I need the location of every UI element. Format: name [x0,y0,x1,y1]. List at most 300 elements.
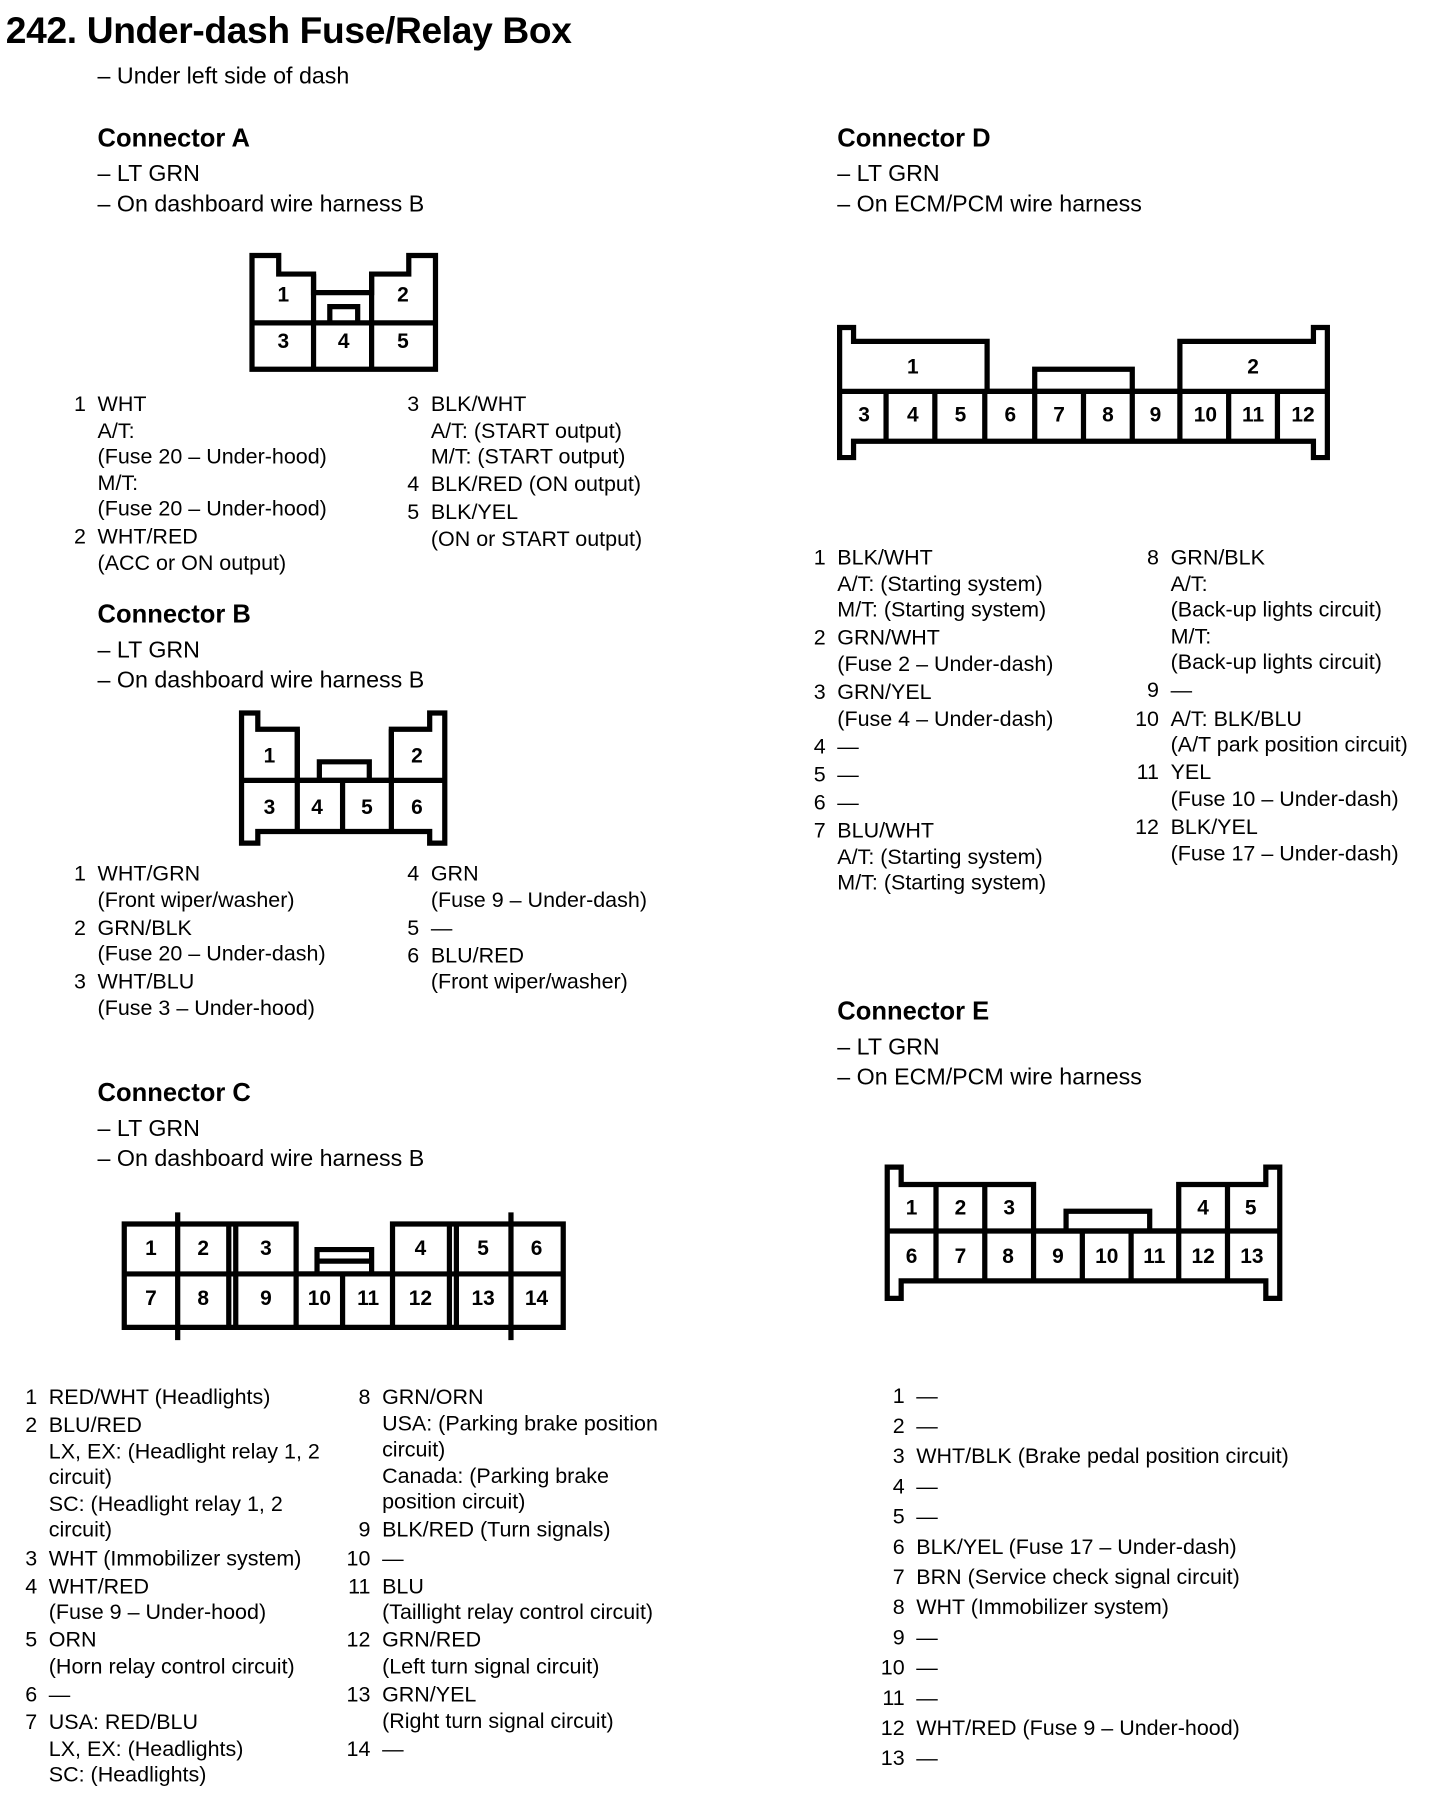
pin-entry [12,1682,320,1708]
pin-description [905,1593,1169,1620]
pin-label: 1 [145,1237,157,1261]
wire-color: GRN/WHT [837,625,940,650]
pin-description [37,1627,295,1679]
connector-b-pin-list-right [394,861,647,997]
wire-color: BLK/WHT [837,544,933,570]
wire-color: WHT/BLK (Brake pedal position circuit) [916,1443,1289,1468]
pin-number: 2 [25,1412,38,1437]
wire-color: — [430,914,453,940]
pin-label: 2 [397,283,409,307]
pin-number: 11 [1136,759,1159,785]
wire-color: — [916,1473,938,1499]
pin-label: 11 [357,1287,380,1311]
pin-description [419,472,641,498]
pin-description [370,1384,657,1515]
pin-entry [60,861,325,913]
pin-number: 2 [813,625,826,650]
connector-d-diagram [840,327,1328,457]
pin-entry [12,1627,320,1679]
circuit-note: SC: (Headlight relay 1, 2 [48,1490,283,1516]
pin-entry [879,1623,1289,1650]
circuit-note: A/T: (Starting system) [837,843,1043,869]
pin-entry [879,1503,1289,1530]
wire-color: — [916,1624,938,1650]
pin-label: 4 [311,795,323,819]
pin-label: 13 [1240,1245,1264,1269]
pin-label: 7 [145,1287,157,1311]
pin-description [370,1545,403,1571]
pin-description [826,545,1047,624]
pin-entry [800,679,1053,731]
pin-entry [800,762,1053,788]
pin-description [1159,760,1399,812]
pin-number: 7 [25,1709,38,1734]
wire-color: BLU/WHT [837,817,934,842]
pin-number: 3 [407,391,420,416]
pin-number: 2 [892,1413,905,1438]
circuit-note: A/T: (Starting system) [837,570,1043,596]
pin-number: 8 [892,1594,905,1619]
pin-entry [800,790,1053,816]
pin-entry [60,391,326,522]
connector-b-heading: Connector B [97,599,251,629]
wire-color: BLK/RED (ON output) [430,471,641,497]
pin-description [370,1573,653,1625]
pin-number: 2 [73,524,86,549]
wire-color: — [837,789,859,814]
pin-label: 6 [1004,403,1017,427]
circuit-note: (Fuse 20 – Under-hood) [97,443,327,469]
pin-label: 4 [414,1237,427,1261]
pin-description [1159,814,1399,866]
circuit-note: M/T: (Starting system) [837,869,1047,895]
pin-entry [394,500,643,552]
pin-label: 8 [1002,1245,1014,1269]
wire-color: WHT/RED (Fuse 9 – Under-hood) [916,1715,1240,1740]
wire-color: — [916,1654,938,1680]
pin-label: 2 [411,744,423,768]
pin-description [419,915,452,941]
connector-b-pin-list-left [60,861,325,1024]
pin-entry [60,969,325,1021]
pin-description [86,391,327,522]
circuit-note: A/T: (START output) [430,417,622,442]
connector-d-heading: Connector D [837,123,991,153]
wire-color: USA: RED/BLU [48,1709,199,1734]
wire-color: WHT/GRN [97,860,201,885]
circuit-note: circuit) [382,1436,446,1462]
pin-number: 3 [813,679,826,704]
pin-entry [345,1627,658,1679]
pin-description [905,1623,938,1650]
wire-color: BLK/RED (Turn signals) [382,1517,611,1542]
pin-number: 7 [813,817,826,842]
pin-entry [345,1682,658,1734]
pin-entry [394,472,643,498]
pin-description [905,1382,938,1409]
circuit-note: (Front wiper/washer) [97,886,295,912]
pin-number: 9 [892,1624,905,1650]
pin-description [826,734,859,760]
pin-label: 3 [260,1237,272,1261]
pin-entry [12,1384,320,1410]
pin-entry [879,1714,1289,1741]
connector-c-heading: Connector C [97,1077,251,1107]
circuit-note: circuit) [48,1517,113,1542]
pin-entry [60,524,326,576]
pin-label: 9 [1052,1245,1064,1269]
wire-color: BLU [382,1573,424,1598]
pin-entry [394,861,647,913]
pin-description [905,1533,1237,1560]
wire-color: BLK/YEL [1170,813,1258,839]
wire-color: — [382,1735,404,1761]
pin-entry [800,734,1053,760]
pin-label: 4 [906,403,919,427]
pin-entry [345,1573,658,1625]
pin-number: 10 [880,1654,905,1680]
pin-entry [879,1744,1289,1771]
pin-entry [879,1593,1289,1620]
pin-description [37,1384,270,1410]
pin-number: 6 [25,1681,38,1706]
pin-number: 9 [1147,677,1159,702]
circuit-note: (Taillight relay control circuit) [382,1599,654,1624]
pin-description [37,1682,70,1708]
wire-color: — [916,1503,938,1529]
circuit-note: (Back-up lights circuit) [1170,649,1382,674]
circuit-note: USA: (Parking brake position [382,1410,658,1435]
circuit-note: (Fuse 9 – Under-hood) [48,1599,267,1624]
pin-number: 1 [892,1383,905,1408]
circuit-note: (Fuse 10 – Under-dash) [1170,786,1399,811]
pin-label: 3 [858,403,870,427]
wire-color: GRN [430,860,479,885]
wire-color: WHT (Immobilizer system) [48,1545,302,1570]
connector-b-diagram [242,713,445,843]
wire-color: — [382,1545,404,1570]
pin-number: 11 [882,1685,905,1710]
pin-entry [345,1517,658,1543]
pin-number: 1 [73,391,86,416]
pin-entry [1133,706,1407,758]
wire-color: GRN/YEL [837,679,932,704]
wire-color: YEL [1170,759,1212,785]
circuit-note: (Fuse 17 – Under-dash) [1170,840,1399,865]
circuit-note: SC: (Headlights) [48,1762,207,1787]
circuit-note: position circuit) [382,1489,526,1514]
wire-color: — [916,1745,938,1770]
pin-entry [879,1654,1289,1681]
pin-number: 4 [25,1573,38,1598]
pin-description [370,1517,610,1543]
pin-label: 10 [307,1287,331,1311]
pin-label: 10 [1193,403,1218,427]
pin-number: 3 [73,968,86,994]
pin-entry [879,1442,1289,1469]
pin-number: 12 [1135,813,1159,839]
pin-number: 13 [880,1745,905,1770]
pin-label: 8 [197,1287,210,1311]
pin-label: 5 [954,403,967,427]
wire-color: GRN/BLK [97,914,192,940]
pin-description [1159,706,1408,758]
circuit-note: (Left turn signal circuit) [382,1653,600,1679]
pin-number: 8 [1147,544,1159,570]
wire-color: — [837,761,859,786]
pin-number: 12 [346,1627,371,1652]
wire-color: BLU/RED [48,1412,142,1437]
pin-label: 12 [1291,403,1315,427]
pin-label: 1 [905,1196,918,1220]
pin-entry [345,1545,658,1571]
pin-number: 10 [346,1545,371,1570]
pin-label: 12 [408,1287,433,1311]
connector-e-diagram [887,1167,1280,1298]
pin-description [905,1684,938,1711]
wire-color: — [837,733,859,758]
pin-label: 4 [337,330,350,354]
connector-c-harness: – On dashboard wire harness B [97,1146,425,1172]
pin-description [370,1736,403,1762]
location-note: – Under left side of dash [97,63,350,90]
connector-e-heading: Connector E [837,996,990,1026]
pin-number: 11 [348,1573,371,1598]
wire-color: — [48,1681,71,1706]
wire-color: WHT/BLU [97,968,195,994]
pin-label: 7 [1053,403,1065,427]
pin-number: 4 [407,860,420,885]
pin-number: 5 [407,499,420,525]
pin-entry [800,625,1053,677]
pin-label: 5 [361,795,373,819]
circuit-note: (Fuse 20 – Under-dash) [97,940,326,966]
pin-entry [879,1412,1289,1439]
pin-entry [879,1684,1289,1711]
pin-label: 11 [1241,403,1265,427]
pin-description [86,861,295,913]
pin-label: 3 [277,330,290,354]
pin-label: 5 [1244,1196,1257,1220]
pin-label: 6 [411,795,423,819]
circuit-note: M/T: [97,470,139,495]
pin-description [905,1714,1240,1741]
circuit-note: M/T: [1170,623,1212,648]
wire-color: — [916,1685,938,1710]
wire-color: — [916,1383,938,1408]
pin-label: 6 [530,1237,543,1261]
pin-entry [1133,545,1407,676]
pin-description [905,1654,938,1681]
pin-label: 8 [1102,403,1114,427]
pin-number: 1 [73,860,86,885]
pin-label: 6 [905,1245,918,1269]
pin-description [905,1473,938,1500]
pin-description [419,391,625,470]
pin-label: 2 [954,1196,967,1220]
pin-description [905,1563,1240,1590]
circuit-note: (Fuse 20 – Under-hood) [97,496,327,521]
pin-entry [345,1736,658,1762]
circuit-note: A/T: [1170,570,1208,596]
pin-number: 14 [346,1735,371,1761]
pin-description [826,625,1054,677]
pin-entry [800,545,1053,624]
page-title: 242. Under-dash Fuse/Relay Box [5,9,572,52]
pin-number: 5 [25,1627,38,1652]
pin-description [1159,545,1382,676]
wire-color: BLK/YEL (Fuse 17 – Under-dash) [916,1534,1237,1559]
circuit-note: (ON or START output) [430,526,643,551]
wire-color: ORN [48,1627,97,1652]
pin-description [37,1710,243,1789]
pin-entry [800,817,1053,896]
pin-number: 4 [407,471,420,497]
wire-color: WHT/RED [48,1573,150,1598]
wire-color: BLK/YEL [430,499,519,525]
wire-color: BLU/RED [430,942,524,968]
connector-d-harness: – On ECM/PCM wire harness [837,191,1142,218]
pin-description [86,524,286,576]
connector-d-pin-list-left [800,545,1053,898]
wire-color: WHT/RED [97,524,198,549]
circuit-note: (Fuse 2 – Under-dash) [837,651,1054,676]
pin-description [826,679,1054,731]
circuit-note: (Horn relay control circuit) [48,1653,295,1679]
circuit-note: Canada: (Parking brake [382,1462,609,1488]
pin-number: 2 [73,914,86,940]
connector-a-diagram [252,255,435,369]
circuit-note: A/T: [97,417,135,442]
pin-label: 9 [1149,403,1162,427]
circuit-note: (A/T park position circuit) [1170,731,1408,757]
pin-number: 3 [892,1443,905,1468]
pin-description [370,1682,613,1734]
connector-a-color: – LT GRN [97,161,200,187]
circuit-note: (Fuse 9 – Under-dash) [430,886,647,912]
connector-c-pin-list-left [12,1384,320,1790]
connector-c-diagram [124,1212,563,1340]
wire-color: BRN (Service check signal circuit) [916,1564,1240,1589]
pin-description [419,943,628,995]
pin-number: 4 [892,1473,905,1499]
connector-c-color: – LT GRN [97,1116,200,1142]
pin-entry [12,1545,320,1571]
pin-entry [60,915,325,967]
circuit-note: M/T: (START output) [430,443,626,469]
wire-color: RED/WHT (Headlights) [48,1384,271,1409]
pin-entry [12,1573,320,1625]
pin-label: 14 [524,1287,549,1311]
pin-entry [879,1382,1289,1409]
circuit-note: M/T: (Starting system) [837,597,1047,622]
circuit-note: (Fuse 4 – Under-dash) [837,705,1054,730]
connector-d-color: – LT GRN [837,161,940,187]
pin-entry [879,1563,1289,1590]
connector-e-harness: – On ECM/PCM wire harness [837,1064,1142,1091]
pin-entry [879,1533,1289,1560]
circuit-note: LX, EX: (Headlight relay 1, 2 [48,1438,320,1463]
wire-color: A/T: BLK/BLU [1170,705,1302,730]
pin-description [419,500,642,552]
wire-color: GRN/RED [382,1627,482,1652]
pin-label: 11 [1143,1245,1166,1269]
pin-number: 13 [346,1681,371,1706]
circuit-note: (Front wiper/washer) [430,968,628,994]
circuit-note: circuit) [48,1464,113,1490]
circuit-note: LX, EX: (Headlights) [48,1735,244,1761]
pin-label: 3 [263,795,276,819]
pin-entry [1133,760,1407,812]
pin-label: 1 [263,744,276,768]
pin-number: 1 [25,1384,38,1409]
pin-description [826,762,859,788]
connector-e-pin-list [879,1382,1289,1775]
pin-number: 6 [407,942,420,968]
pin-entry [12,1412,320,1543]
pin-description [905,1503,938,1530]
pin-entry [1133,814,1407,866]
wire-color: WHT (Immobilizer system) [916,1594,1169,1619]
pin-number: 1 [813,544,826,570]
pin-label: 2 [1247,355,1259,379]
pin-entry [394,391,643,470]
pin-label: 3 [1003,1196,1015,1220]
pin-description [37,1412,320,1543]
pin-description [826,817,1047,896]
pin-label: 2 [197,1237,210,1261]
connector-a-harness: – On dashboard wire harness B [97,191,425,218]
circuit-note: (Fuse 3 – Under-hood) [97,995,315,1020]
wire-color: WHT [97,391,147,416]
pin-description [86,969,315,1021]
connector-b-harness: – On dashboard wire harness B [97,667,425,694]
pin-number: 9 [358,1517,371,1542]
connector-b-color: – LT GRN [97,637,200,664]
connector-c-pin-list-right [345,1384,658,1764]
pin-description [905,1412,938,1439]
pin-label: 7 [954,1245,967,1269]
wire-color: — [1170,677,1193,702]
circuit-note: (Back-up lights circuit) [1170,597,1382,622]
pin-label: 5 [477,1237,489,1261]
pin-number: 4 [813,733,826,758]
connector-a-heading: Connector A [97,123,250,153]
wire-color: GRN/YEL [382,1681,477,1706]
pin-entry [394,915,647,941]
pin-label: 12 [1191,1245,1215,1269]
pin-description [419,861,647,913]
pin-number: 8 [358,1384,371,1409]
pin-description [370,1627,599,1679]
pin-description [86,915,326,967]
pin-number: 5 [892,1503,905,1529]
wire-color: BLK/WHT [430,391,527,416]
pin-description [905,1744,938,1771]
wire-color: GRN/ORN [382,1384,484,1409]
pin-description [905,1442,1289,1469]
pin-number: 5 [813,761,826,786]
connector-e-color: – LT GRN [837,1034,940,1061]
pin-label: 4 [1197,1196,1209,1220]
pin-label: 9 [260,1287,272,1311]
connector-a-pin-list-right [394,391,643,554]
pin-label: 1 [906,355,919,379]
pin-label: 13 [471,1287,495,1311]
pin-description [37,1545,301,1571]
pin-description [826,790,859,816]
pin-entry [12,1710,320,1789]
